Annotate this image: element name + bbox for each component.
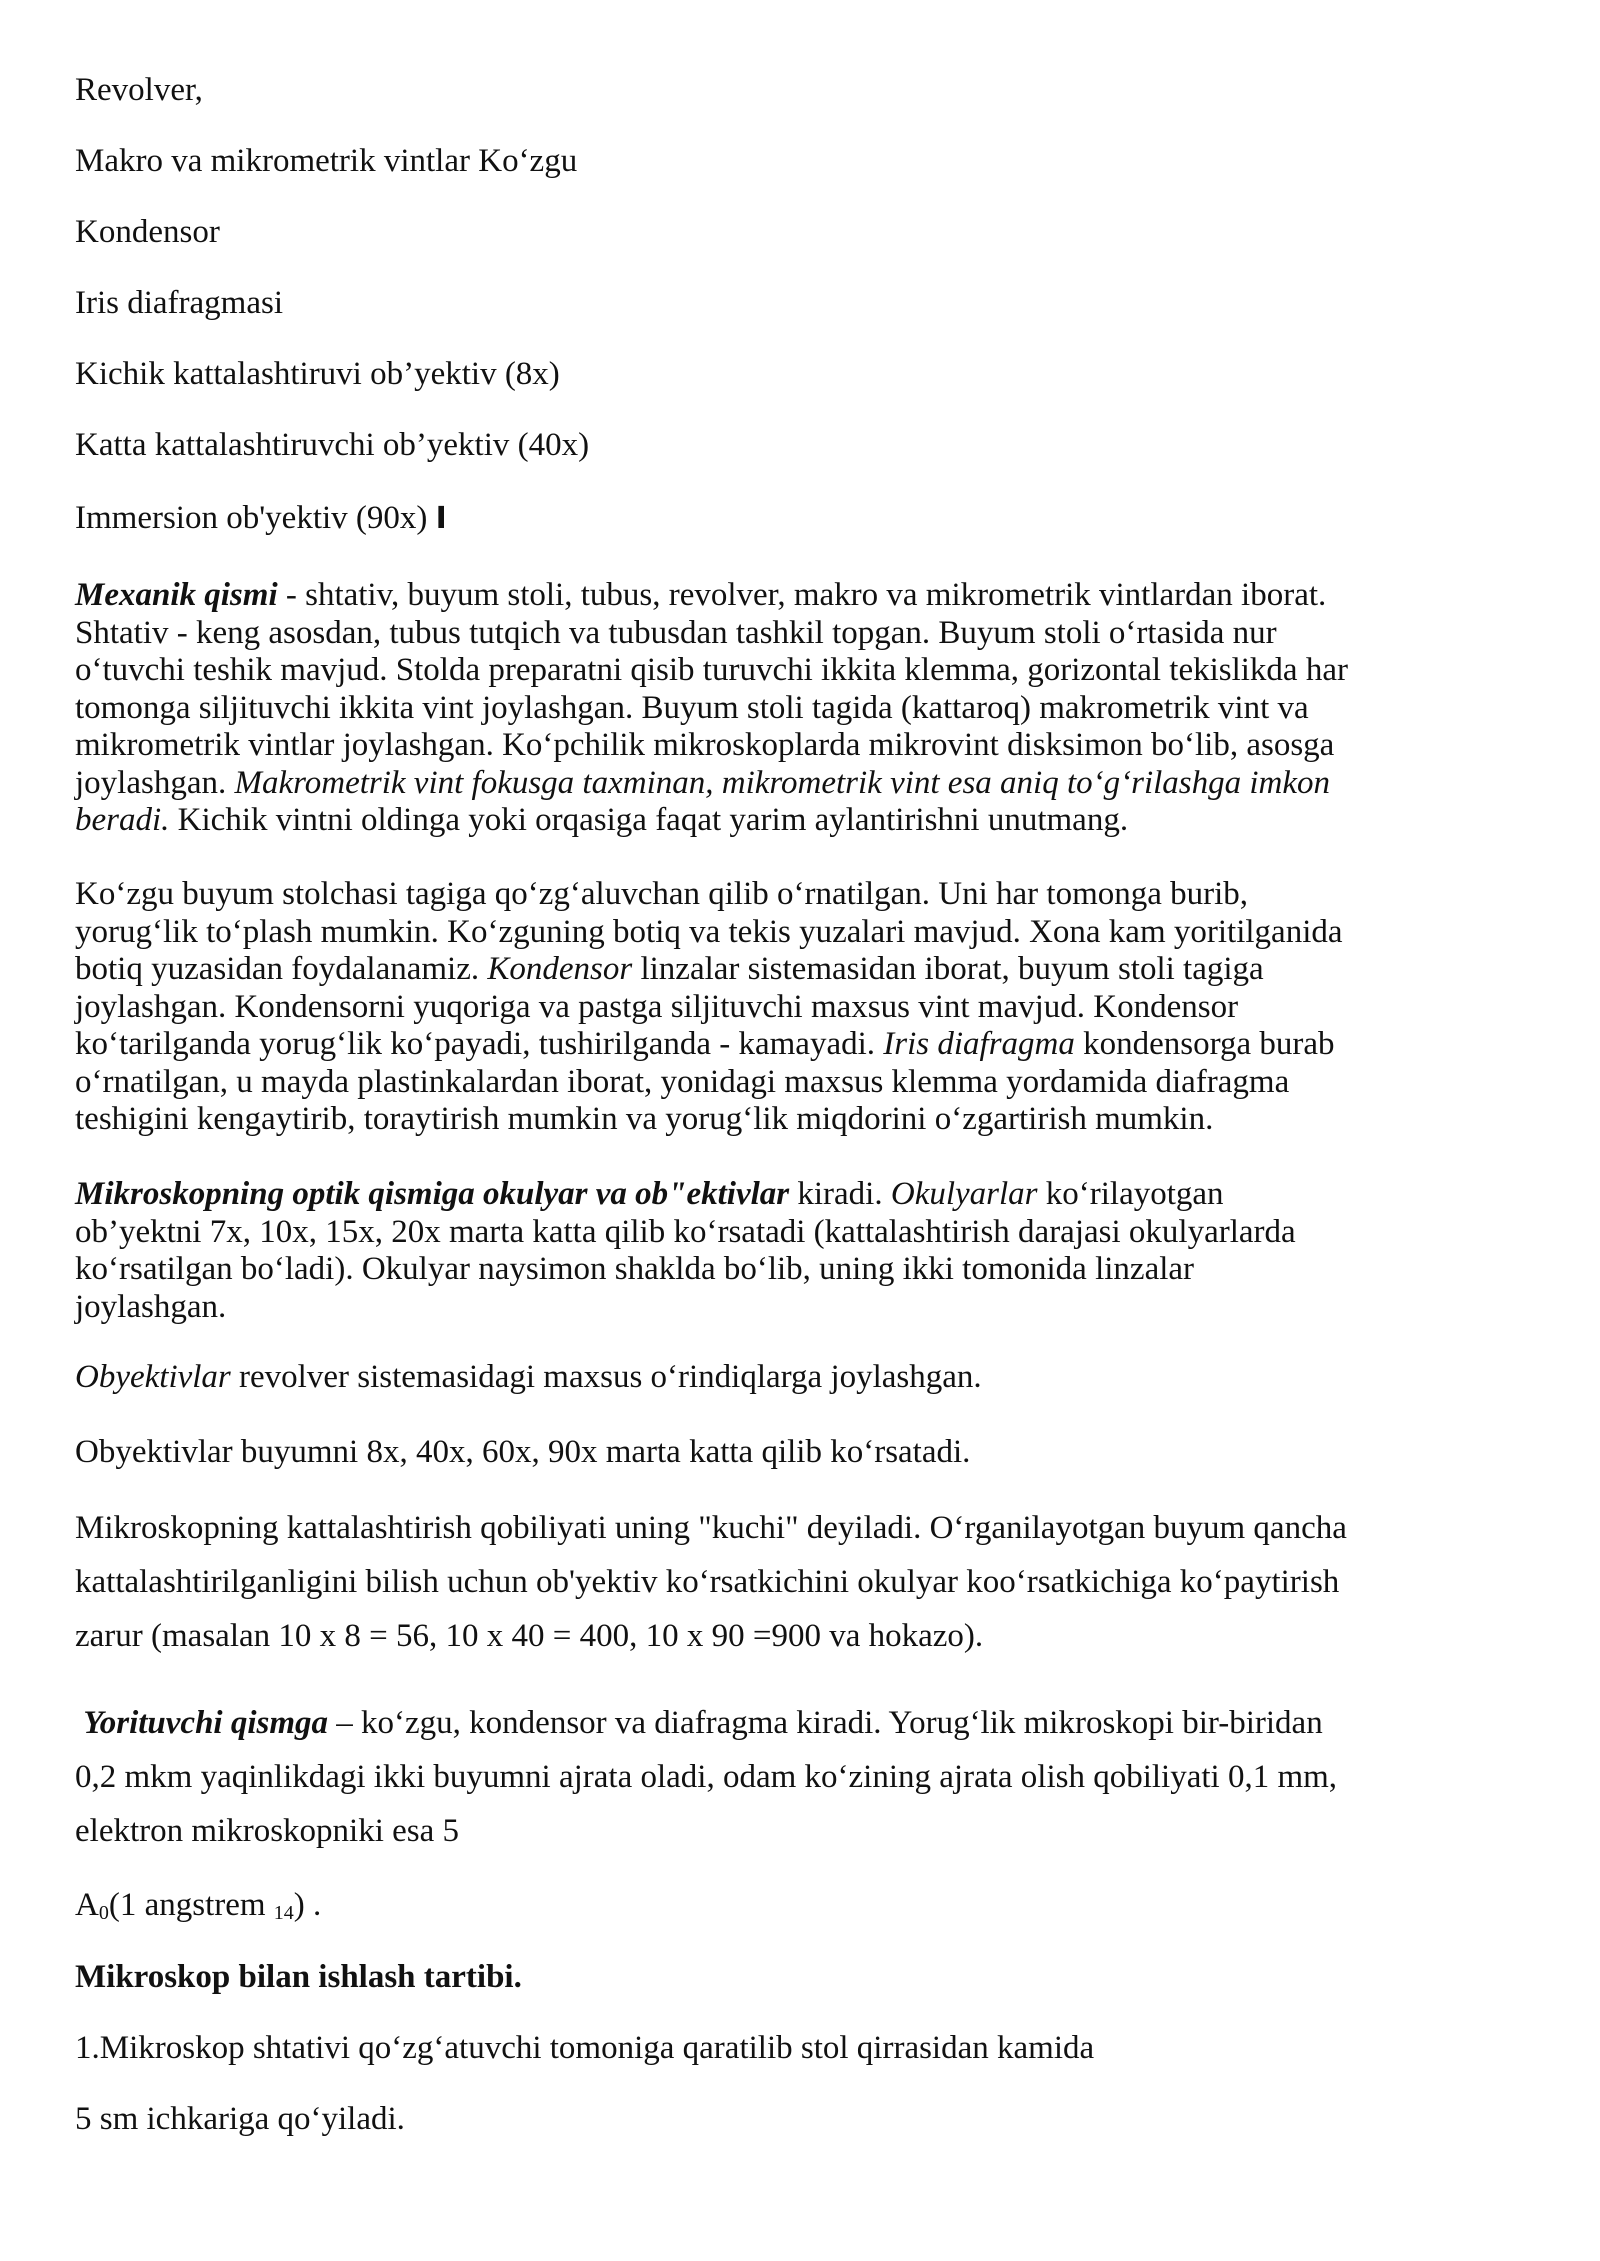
list-item-kondensor: Kondensor xyxy=(75,214,220,250)
step-1-line1: 1.Mikroskop shtativi qoʻzgʻatuvchi tomoniga qaratilib stol qirrasidan kamida xyxy=(75,2030,1095,2066)
section-heading: Mikroskop bilan ishlash tartibi. xyxy=(75,1959,522,1995)
list-item-small-objective: Kichik kattalashtiruvi ob’yektiv (8x) xyxy=(75,356,560,392)
paragraph-objectives: Obyektivlar revolver sistemasidagi maxsus oʻrindiqlarga joylashgan. xyxy=(75,1359,982,1395)
term-okulyarlar: Okulyarlar xyxy=(890,1176,1038,1212)
paragraph-power-line3: zarur (masalan 10 x 8 = 56, 10 x 40 = 400, 10 x 90 =900 va hokazo). xyxy=(75,1618,984,1654)
term-illumination: Yorituvchi qismga xyxy=(83,1705,329,1741)
stray-mark: I xyxy=(435,501,447,536)
paragraph-optical: Mikroskopning optik qismiga okulyar va ob"ektivlar kiradi. Okulyarlar koʻrilayotgan ob’yektni 7x, 10x, 15x, 20x marta katta qilib koʻrsatadi (kattalashtirish darajasi okulyarlarda koʻrsatilgan boʻladi). Okulyar naysimon shaklda boʻlib, uning ikki tomonida linzalar joylashgan. xyxy=(75,1176,1296,1325)
paragraph-power-line2: kattalashtirilganligini bilish uchun ob'yektiv koʻrsatkichini okulyar kooʻrsatkichiga koʻpaytirish xyxy=(75,1564,1340,1600)
list-item-large-objective: Katta kattalashtiruvchi ob’yektiv (40x) xyxy=(75,427,590,463)
paragraph-power-line1: Mikroskopning kattalashtirish qobiliyati uning "kuchi" deyiladi. Oʻrganilayotgan buyum qancha xyxy=(75,1510,1347,1546)
angstrom-line: $A_0(1$ angstrem $_{14}$) . xyxy=(75,1887,322,1924)
term-mechanical: Mexanik qismi xyxy=(75,577,278,613)
paragraph-illumination-line1: Yorituvchi qismga – koʻzgu, kondensor va diafragma kiradi. Yorugʻlik mikroskopi bir-biridan xyxy=(83,1705,1323,1741)
list-item-iris: Iris diafragmasi xyxy=(75,285,284,321)
list-item-vints: Makro va mikrometrik vintlar Koʻzgu xyxy=(75,143,578,179)
step-1-line2: 5 sm ichkariga qoʻyiladi. xyxy=(75,2101,405,2137)
paragraph-illumination-line3: elektron mikroskopniki esa 5 xyxy=(75,1813,460,1849)
paragraph-magnification: Obyektivlar buyumni 8x, 40x, 60x, 90x marta katta qilib koʻrsatadi. xyxy=(75,1434,971,1470)
list-item-immersion: Immersion ob'yektiv (90x) I xyxy=(75,500,447,536)
paragraph-mirror: Koʻzgu buyum stolchasi tagiga qoʻzgʻaluvchan qilib oʻrnatilgan. Uni har tomonga burib, yorugʻlik toʻplash mumkin. Koʻzguning botiq va tekis yuzalari mavjud. Xona kam yoritilganida botiq yuzasidan foydalanamiz. Kondensor linzalar sistemasidan iborat, buyum stoli tagiga joylashgan. Kondensorni yuqoriga va pastga siljituvchi maxsus vint mavjud. Kondensor koʻtarilganda yorugʻlik koʻpayadi, tushirilganda - kamayadi. Iris diafragma kondensorga burab oʻrnatilgan, u mayda plastinkalardan iborat, yonidagi maxsus klemma yordamida diafragma teshigini kengaytirib, toraytirish mumkin va yorugʻlik miqdorini oʻzgartirish mumkin. xyxy=(75,876,1343,1137)
term-obyektivlar: Obyektivlar xyxy=(75,1359,231,1395)
term-kondensor: Kondensor xyxy=(487,951,633,987)
paragraph-illumination-line2: 0,2 mkm yaqinlikdagi ikki buyumni ajrata oladi, odam koʻzining ajrata olish qobiliyati 0,1 mm, xyxy=(75,1759,1338,1795)
list-item-revolver: Revolver, xyxy=(75,72,203,108)
term-optical: Mikroskopning optik qismiga okulyar va ob"ektivlar xyxy=(75,1176,790,1212)
term-iris: Iris diafragma xyxy=(883,1026,1075,1062)
paragraph-mechanical: Mexanik qismi - shtativ, buyum stoli, tubus, revolver, makro va mikrometrik vintlardan iborat. Shtativ - keng asosdan, tubus tutqich va tubusdan tashkil topgan. Buyum stoli oʻrtasida nur oʻtuvchi teshik mavjud. Stolda preparatni qisib turuvchi ikkita klemma, gorizontal tekislikda har tomonga siljituvchi ikkita vint joylashgan. Buyum stoli tagida (kattaroq) makrometrik vint va mikrometrik vintlar joylashgan. Koʻpchilik mikroskoplarda mikrovint disksimon boʻlib, asosga joylashgan. Makrometrik vint fokusga taxminan, mikrometrik vint esa aniq toʻgʻrilashga imkon beradi. Kichik vintni oldinga yoki orqasiga faqat yarim aylantirishni unutmang. xyxy=(75,577,1348,838)
